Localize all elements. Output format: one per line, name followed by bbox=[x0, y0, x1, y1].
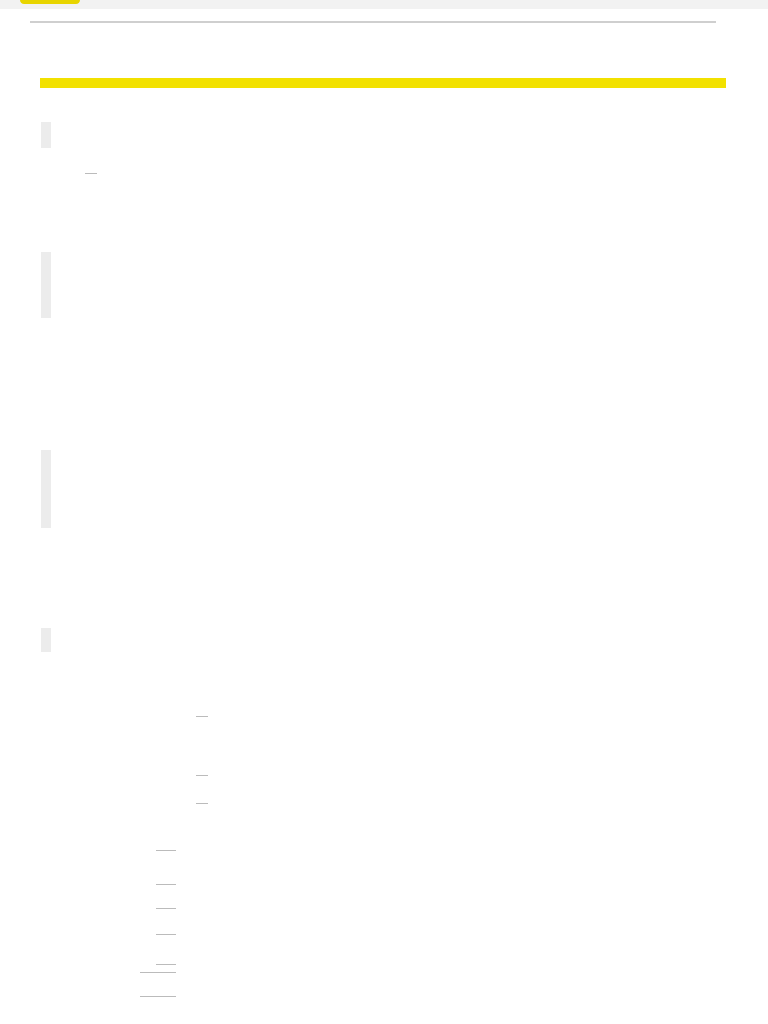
list-block-1-sub bbox=[124, 150, 720, 200]
table-marker bbox=[196, 803, 208, 804]
table-marker bbox=[156, 884, 176, 885]
table-marker bbox=[156, 964, 176, 965]
body-paragraph-2 bbox=[41, 229, 721, 249]
quote-bar bbox=[41, 628, 51, 652]
table-marker bbox=[140, 996, 176, 997]
table-marker bbox=[156, 908, 176, 909]
list-block-1 bbox=[92, 122, 702, 148]
table-marker bbox=[140, 972, 176, 973]
top-bar bbox=[0, 0, 768, 9]
quote-bar bbox=[41, 252, 51, 318]
blockquote-1 bbox=[92, 252, 692, 318]
table-marker bbox=[156, 850, 176, 851]
body-paragraph-1 bbox=[41, 92, 721, 118]
site-logo[interactable] bbox=[20, 0, 80, 4]
highlighted-section-title bbox=[40, 78, 726, 88]
quote-bar bbox=[41, 450, 51, 528]
table-column-1 bbox=[236, 714, 722, 846]
list-marker bbox=[85, 173, 97, 174]
quote-bar bbox=[41, 122, 51, 148]
table-marker bbox=[196, 775, 208, 776]
body-paragraph-3 bbox=[41, 322, 721, 446]
list-block-2 bbox=[92, 450, 712, 528]
table-column-2 bbox=[208, 848, 722, 1000]
blockquote-2 bbox=[92, 628, 652, 652]
body-paragraph-4 bbox=[41, 532, 721, 562]
body-paragraph-7 bbox=[41, 698, 721, 710]
body-paragraph-6 bbox=[41, 656, 721, 672]
intro-paragraph bbox=[41, 27, 721, 75]
header-divider bbox=[30, 21, 716, 23]
table-marker bbox=[156, 934, 176, 935]
table-marker bbox=[196, 716, 208, 717]
body-paragraph-5 bbox=[41, 587, 721, 623]
